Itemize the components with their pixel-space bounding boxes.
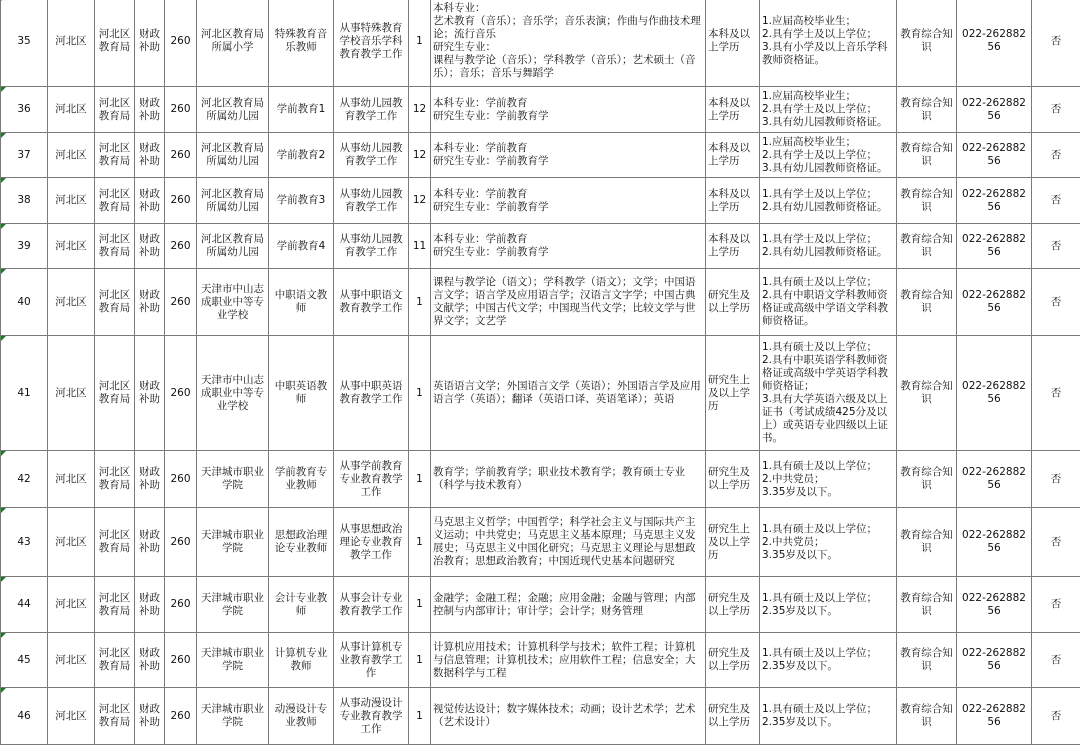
cell-post: 会计专业教师 [269,577,334,633]
cell-funding: 财政补助 [135,133,165,178]
table-row [1,688,1080,745]
table-row [1,508,1080,577]
cell-funding: 财政补助 [135,688,165,745]
cell-exam: 教育综合知识 [897,508,957,577]
cell-post: 学前教育1 [269,87,334,133]
cell-post: 学前教育4 [269,224,334,269]
cell-district: 河北区 [48,0,95,87]
cell-dept: 河北区教育局 [95,224,135,269]
cell-edu: 本科及以上学历 [706,0,760,87]
cell-no: 36 [1,87,48,133]
cell-count: 1 [409,577,431,633]
cell-edu: 研究生及以上学历 [706,688,760,745]
cell-code: 260 [165,633,197,688]
table-row [1,133,1080,178]
cell-major: 视觉传达设计；数字媒体技术；动画；设计艺术学；艺术（艺术设计） [431,688,706,745]
cell-dept: 河北区教育局 [95,451,135,508]
cell-flag: 否 [1032,0,1080,87]
cell-duty: 从事学前教育专业教育教学工作 [334,451,409,508]
cell-district: 河北区 [48,688,95,745]
cell-phone: 022-26288256 [957,633,1032,688]
cell-phone: 022-26288256 [957,224,1032,269]
cell-post: 学前教育3 [269,178,334,224]
cell-no: 42 [1,451,48,508]
cell-other: 1.具有硕士及以上学位； 2.35岁及以下。 [760,633,897,688]
cell-district: 河北区 [48,577,95,633]
table-row [1,0,1080,87]
cell-code: 260 [165,336,197,451]
cell-phone: 022-26288256 [957,269,1032,336]
cell-major: 英语语言文学；外国语言文学（英语）；外国语言学及应用语言学（英语）；翻译（英语口译、英语笔译）；英语 [431,336,706,451]
cell-duty: 从事动漫设计专业教育教学工作 [334,688,409,745]
cell-funding: 财政补助 [135,269,165,336]
cell-other: 1.具有硕士及以上学位； 2.具有中职英语学科教师资格证或高级中学英语学科教师资格证； 3.具有大学英语六级及以上证书（考试成绩425分及以上）或英语专业四级以上证书。 [760,336,897,451]
cell-exam: 教育综合知识 [897,577,957,633]
cell-other: 1.具有硕士及以上学位； 2.中共党员； 3.35岁及以下。 [760,451,897,508]
cell-count: 1 [409,633,431,688]
cell-district: 河北区 [48,87,95,133]
cell-edu: 研究生上及以上学历 [706,508,760,577]
cell-no: 46 [1,688,48,745]
cell-dept: 河北区教育局 [95,133,135,178]
cell-district: 河北区 [48,336,95,451]
cell-edu: 本科及以上学历 [706,178,760,224]
cell-code: 260 [165,0,197,87]
cell-duty: 从事中职英语教育教学工作 [334,336,409,451]
table-body [1,0,1080,745]
cell-count: 1 [409,269,431,336]
cell-unit: 天津城市职业学院 [197,633,269,688]
cell-flag: 否 [1032,633,1080,688]
cell-duty: 从事幼儿园教育教学工作 [334,178,409,224]
cell-major: 课程与教学论（语文）；学科教学（语文）；文学；中国语言文学；语言学及应用语言学；汉语言文字学；中国古典文献学；中国古代文学；中国现当代文学；比较文学与世界文学；文艺学 [431,269,706,336]
cell-code: 260 [165,133,197,178]
cell-exam: 教育综合知识 [897,178,957,224]
cell-unit: 天津城市职业学院 [197,688,269,745]
cell-phone: 022-26288256 [957,508,1032,577]
table-row [1,451,1080,508]
cell-edu: 本科及以上学历 [706,133,760,178]
cell-flag: 否 [1032,178,1080,224]
cell-no: 43 [1,508,48,577]
cell-edu: 研究生及以上学历 [706,633,760,688]
cell-unit: 天津城市职业学院 [197,451,269,508]
cell-code: 260 [165,224,197,269]
cell-district: 河北区 [48,133,95,178]
cell-duty: 从事思想政治理论专业教育教学工作 [334,508,409,577]
cell-exam: 教育综合知识 [897,633,957,688]
cell-flag: 否 [1032,87,1080,133]
cell-post: 中职英语教师 [269,336,334,451]
cell-other: 1.应届高校毕业生； 2.具有学士及以上学位； 3.具有小学及以上音乐学科教师资格证。 [760,0,897,87]
cell-no: 38 [1,178,48,224]
cell-major: 马克思主义哲学；中国哲学；科学社会主义与国际共产主义运动；中共党史；马克思主义基本原理；马克思主义发展史；马克思主义中国化研究；马克思主义理论与思想政治教育；思想政治教育；中国近现代史基本问题研究 [431,508,706,577]
cell-phone: 022-26288256 [957,577,1032,633]
cell-other: 1.具有学士及以上学位； 2.具有幼儿园教师资格证。 [760,178,897,224]
cell-count: 1 [409,336,431,451]
cell-funding: 财政补助 [135,87,165,133]
cell-count: 1 [409,0,431,87]
cell-unit: 河北区教育局所属幼儿园 [197,224,269,269]
cell-count: 11 [409,224,431,269]
table-row [1,224,1080,269]
cell-funding: 财政补助 [135,633,165,688]
cell-district: 河北区 [48,451,95,508]
cell-exam: 教育综合知识 [897,451,957,508]
cell-funding: 财政补助 [135,451,165,508]
cell-funding: 财政补助 [135,336,165,451]
cell-dept: 河北区教育局 [95,633,135,688]
cell-unit: 河北区教育局所属小学 [197,0,269,87]
cell-unit: 天津市中山志成职业中等专业学校 [197,269,269,336]
cell-other: 1.具有硕士及以上学位； 2.具有中职语文学科教师资格证或高级中学语文学科教师资格证。 [760,269,897,336]
cell-phone: 022-26288256 [957,133,1032,178]
cell-other: 1.具有学士及以上学位； 2.具有幼儿园教师资格证。 [760,224,897,269]
cell-dept: 河北区教育局 [95,336,135,451]
cell-other: 1.具有硕士及以上学位； 2.35岁及以下。 [760,688,897,745]
cell-major: 计算机应用技术；计算机科学与技术；软件工程；计算机与信息管理；计算机技术；应用软件工程；信息安全；大数据科学与工程 [431,633,706,688]
cell-dept: 河北区教育局 [95,178,135,224]
cell-district: 河北区 [48,633,95,688]
cell-edu: 本科及以上学历 [706,87,760,133]
cell-no: 44 [1,577,48,633]
cell-major: 本科专业： 艺术教育（音乐）；音乐学；音乐表演；作曲与作曲技术理论；流行音乐 研究生专业： 课程与教学论（音乐）；学科教学（音乐）；艺术硕士（音乐）；音乐；音乐与舞蹈学 [431,0,706,87]
cell-post: 特殊教育音乐教师 [269,0,334,87]
cell-count: 1 [409,688,431,745]
cell-post: 思想政治理论专业教师 [269,508,334,577]
cell-district: 河北区 [48,508,95,577]
cell-district: 河北区 [48,269,95,336]
cell-duty: 从事计算机专业教育教学工作 [334,633,409,688]
cell-post: 中职语文教师 [269,269,334,336]
cell-code: 260 [165,87,197,133]
cell-exam: 教育综合知识 [897,87,957,133]
cell-flag: 否 [1032,336,1080,451]
cell-no: 41 [1,336,48,451]
cell-duty: 从事幼儿园教育教学工作 [334,133,409,178]
cell-code: 260 [165,688,197,745]
cell-edu: 研究生上及以上学历 [706,336,760,451]
cell-funding: 财政补助 [135,0,165,87]
cell-code: 260 [165,451,197,508]
cell-unit: 天津城市职业学院 [197,577,269,633]
cell-duty: 从事幼儿园教育教学工作 [334,87,409,133]
cell-dept: 河北区教育局 [95,87,135,133]
cell-flag: 否 [1032,577,1080,633]
table-row [1,178,1080,224]
cell-exam: 教育综合知识 [897,688,957,745]
cell-unit: 河北区教育局所属幼儿园 [197,178,269,224]
cell-unit: 河北区教育局所属幼儿园 [197,133,269,178]
cell-major: 教育学；学前教育学；职业技术教育学；教育硕士专业（科学与技术教育） [431,451,706,508]
cell-code: 260 [165,269,197,336]
table-row [1,577,1080,633]
cell-edu: 研究生及以上学历 [706,577,760,633]
cell-funding: 财政补助 [135,577,165,633]
cell-other: 1.具有硕士及以上学位； 2.中共党员； 3.35岁及以下。 [760,508,897,577]
cell-dept: 河北区教育局 [95,269,135,336]
cell-count: 1 [409,508,431,577]
table-row [1,87,1080,133]
cell-major: 本科专业：学前教育 研究生专业：学前教育学 [431,133,706,178]
cell-flag: 否 [1032,269,1080,336]
cell-flag: 否 [1032,508,1080,577]
cell-flag: 否 [1032,688,1080,745]
cell-funding: 财政补助 [135,224,165,269]
cell-no: 39 [1,224,48,269]
cell-dept: 河北区教育局 [95,577,135,633]
cell-duty: 从事幼儿园教育教学工作 [334,224,409,269]
cell-phone: 022-26288256 [957,87,1032,133]
cell-duty: 从事中职语文教育教学工作 [334,269,409,336]
cell-exam: 教育综合知识 [897,269,957,336]
cell-code: 260 [165,178,197,224]
cell-code: 260 [165,577,197,633]
cell-flag: 否 [1032,451,1080,508]
table-row [1,633,1080,688]
cell-post: 学前教育专业教师 [269,451,334,508]
table-row [1,336,1080,451]
cell-district: 河北区 [48,224,95,269]
cell-phone: 022-26288256 [957,688,1032,745]
cell-major: 本科专业：学前教育 研究生专业：学前教育学 [431,224,706,269]
cell-major: 本科专业：学前教育 研究生专业：学前教育学 [431,178,706,224]
cell-no: 45 [1,633,48,688]
cell-edu: 本科及以上学历 [706,224,760,269]
table-row [1,269,1080,336]
cell-phone: 022-26288256 [957,451,1032,508]
cell-post: 学前教育2 [269,133,334,178]
cell-unit: 天津市中山志成职业中等专业学校 [197,336,269,451]
cell-other: 1.应届高校毕业生； 2.具有学士及以上学位； 3.具有幼儿园教师资格证。 [760,87,897,133]
cell-count: 12 [409,133,431,178]
cell-flag: 否 [1032,224,1080,269]
cell-flag: 否 [1032,133,1080,178]
cell-dept: 河北区教育局 [95,508,135,577]
cell-major: 本科专业：学前教育 研究生专业：学前教育学 [431,87,706,133]
cell-other: 1.应届高校毕业生； 2.具有学士及以上学位； 3.具有幼儿园教师资格证。 [760,133,897,178]
cell-code: 260 [165,508,197,577]
cell-unit: 天津城市职业学院 [197,508,269,577]
cell-dept: 河北区教育局 [95,0,135,87]
cell-no: 40 [1,269,48,336]
cell-exam: 教育综合知识 [897,133,957,178]
cell-post: 计算机专业教师 [269,633,334,688]
cell-exam: 教育综合知识 [897,336,957,451]
cell-district: 河北区 [48,178,95,224]
cell-exam: 教育综合知识 [897,0,957,87]
cell-no: 35 [1,0,48,87]
cell-major: 金融学；金融工程；金融；应用金融；金融与管理；内部控制与内部审计；审计学；会计学；财务管理 [431,577,706,633]
cell-count: 1 [409,451,431,508]
cell-no: 37 [1,133,48,178]
cell-unit: 河北区教育局所属幼儿园 [197,87,269,133]
cell-funding: 财政补助 [135,178,165,224]
cell-post: 动漫设计专业教师 [269,688,334,745]
cell-dept: 河北区教育局 [95,688,135,745]
cell-edu: 研究生及以上学历 [706,269,760,336]
cell-funding: 财政补助 [135,508,165,577]
cell-exam: 教育综合知识 [897,224,957,269]
cell-duty: 从事特殊教育学校音乐学科教育教学工作 [334,0,409,87]
cell-count: 12 [409,178,431,224]
cell-count: 12 [409,87,431,133]
cell-phone: 022-26288256 [957,178,1032,224]
cell-other: 1.具有硕士及以上学位； 2.35岁及以下。 [760,577,897,633]
cell-duty: 从事会计专业教育教学工作 [334,577,409,633]
cell-phone: 022-26288256 [957,336,1032,451]
cell-edu: 研究生及以上学历 [706,451,760,508]
cell-phone: 022-26288256 [957,0,1032,87]
